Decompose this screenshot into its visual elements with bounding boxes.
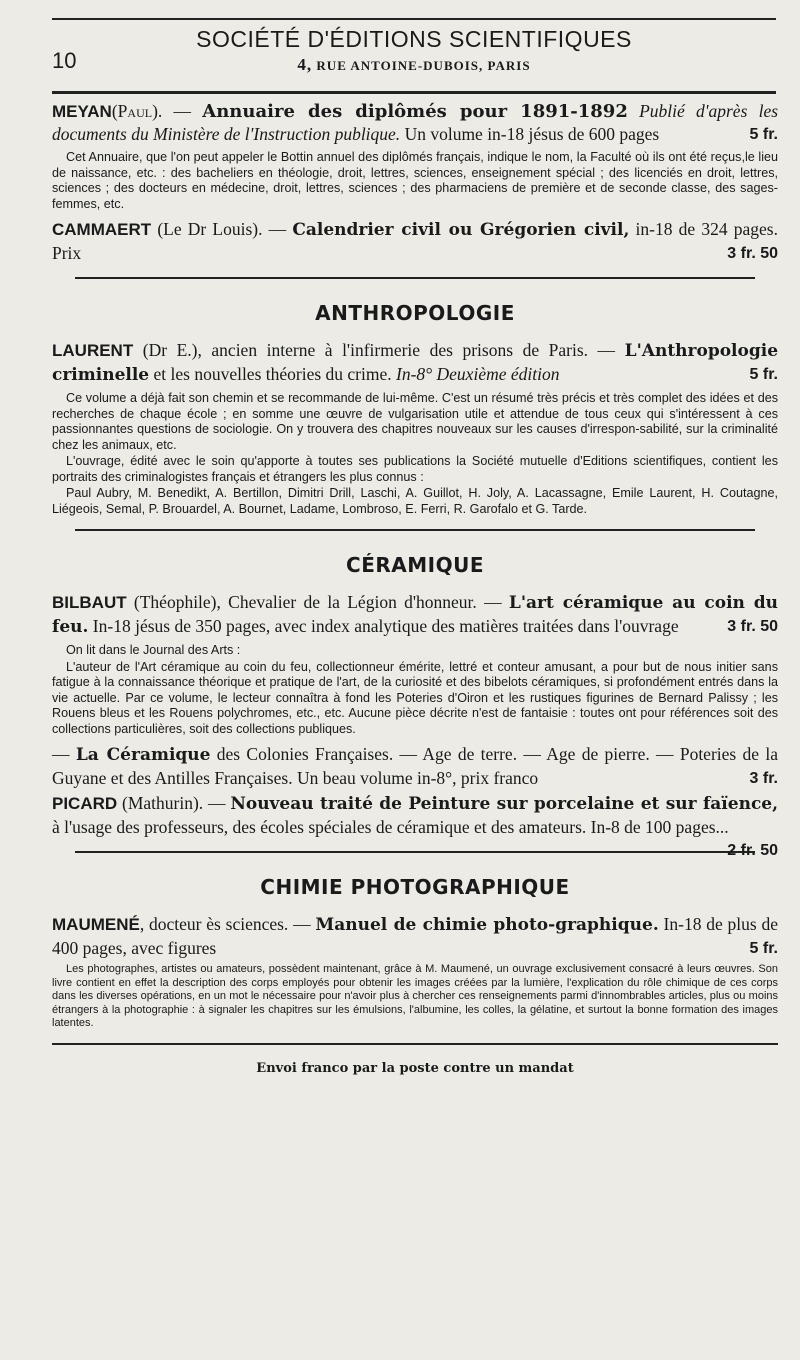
entry-bilbaut <box>52 591 778 639</box>
header-rule <box>52 91 776 94</box>
entry-price: 3 fr. <box>749 770 778 787</box>
entry-laurent <box>52 339 778 387</box>
entry-ceramique-colonies <box>52 743 778 790</box>
entry-paragraph: Paul Aubry, M. Benedikt, A. Bertillon, Dimitri Drill, Laschi, A. Guillot, H. Joly, A. Lacassagne, Emile Laurent, H. Coutagne, Liégeois, Semal, P. Brouardel, A. Bournet, Ladame, Lombroso, E. Ferri, R. Garofalo et G. Tarde. <box>52 486 778 516</box>
entry-author: MAUMENÉ <box>52 915 140 934</box>
entry-paragraph: Les photographes, artistes ou amateurs, possèdent maintenant, grâce à M. Maumené, un ouvrage exclusivement consacré à leurs œuvres. Son livre contient en effet la description des corps employés pour obtenir les images créées par la lumière, l'explication du rôle chimique de ces corps dans les diverses opérations, en un mot le nécessaire pour n'avoir plus à chercher ces renseignements parmi d'innombrables articles, plus ou moins étrangers à la photographie : à signaler les chapitres sur les émulsions, l'albumine, les colles, la gélatine, et surtout la bonne formation des images latentes. <box>52 963 778 1029</box>
entry-title-rest: et les nouvelles théories du crime. <box>153 364 392 384</box>
entry-price: 5 fr. <box>749 940 778 957</box>
catalog-content <box>52 98 778 1076</box>
entry-lead-dash: — <box>52 744 70 764</box>
entry-details: In-18 jésus de 350 pages, avec index analytique des matières traitées dans l'ouvrage <box>92 616 679 636</box>
publisher-address <box>52 55 776 75</box>
entry-details: In-8° Deuxième édition <box>396 364 560 384</box>
entry-details: à l'usage des professeurs, des écoles spéciales de céramique et des amateurs. In-8 de 100 pages... <box>52 817 729 837</box>
entry-author: LAURENT <box>52 341 134 360</box>
section-rule <box>75 529 755 531</box>
entry-details: In-18 de plus de 400 pages, avec figures <box>52 914 779 958</box>
entry-price: 3 fr. 50 <box>727 245 778 262</box>
entry-meyan <box>52 100 778 146</box>
entry-title: Annuaire des diplômés pour 1891-1892 <box>202 101 628 122</box>
entry-price: 2 fr. 50 <box>727 842 778 859</box>
entry-author-rest: (Le Dr Louis). — <box>157 219 287 239</box>
section-title: CHIMIE PHOTOGRAPHIQUE <box>260 875 570 899</box>
section-title: ANTHROPOLOGIE <box>315 301 515 325</box>
section-rule <box>75 277 755 279</box>
footer-shipping-note: Envoi franco par la poste contre un mandat <box>256 1060 574 1076</box>
entry-author: PICARD <box>52 794 118 813</box>
entry-title: La Céramique <box>75 745 211 765</box>
entry-price: 5 fr. <box>749 366 778 383</box>
page-number: 10 <box>52 48 77 73</box>
entry-paragraph: L'ouvrage, édité avec le soin qu'apporte à toutes ses publications la Société mutuelle d'Editions scientifiques, contient les portraits des criminalogistes français et étrangers les plus connus : <box>52 454 778 484</box>
entry-author-rest: (Mathurin). — <box>122 793 226 813</box>
entry-title-rest: des Colonies Françaises. — Age de terre. — Age de pierre. — Poteries de la Guyane et des Antilles Françaises. Un beau volume in-8°, prix franco <box>52 744 778 788</box>
entry-title: Calendrier civil ou Grégorien civil, <box>292 220 630 240</box>
page-header <box>52 26 776 96</box>
entry-cammaert <box>52 218 778 265</box>
entry-author: CAMMAERT <box>52 220 152 239</box>
entry-title: Manuel de chimie photo-graphique. <box>315 915 659 935</box>
entry-price: 5 fr. <box>749 126 778 143</box>
entry-author-rest: (Théophile), Chevalier de la Légion d'honneur. — <box>133 592 502 612</box>
entry-author: MEYAN <box>52 102 112 121</box>
entry-description: Cet Annuaire, que l'on peut appeler le Bottin annuel des diplômés français, indique le nom, la Faculté où ils ont été reçus,le lieu de naissance, etc. : des bacheliers en théologie, droit, lettres, sciences, enseignement spécial ; des licenciés en droit, lettres, sciences ; des docteurs en médecine, droit, lettres, sciences ; des pharmaciens de première et de seconde classe, des sages-femmes, etc. <box>52 150 778 211</box>
section-rule <box>75 851 755 853</box>
entry-paragraph: L'auteur de l'Art céramique au coin du feu, collectionneur émérite, lettré et conteur amusant, a pour but de nous initier sans fatigue à la connaissance théorique et pratique de l'art, de la curiosité et des bibelots céramiques, si profondément entrés dans la vie actuelle. Par ce volume, le lecteur connaîtra à fond les Poteries d'Oiron et les rustiques figurines de Bernard Palissy ; les Rouens bleus et les Rouens polychromes, etc., etc. Aucune pièce décrite n'est de fantaisie : toutes ont pour références soit des collections particulières, soit des collections publiques. <box>52 659 778 736</box>
entry-picard <box>52 792 779 859</box>
entry-title: Nouveau traité de Peinture sur porcelaine et sur faïence, <box>230 794 779 814</box>
address-number: 4, <box>297 55 313 74</box>
section-title: CÉRAMIQUE <box>346 553 484 577</box>
entry-price: 3 fr. 50 <box>727 618 778 635</box>
entry-maumene <box>52 913 778 960</box>
entry-author: BILBAUT <box>52 593 127 612</box>
entry-paragraph: Ce volume a déjà fait son chemin et se recommande de lui-même. C'est un résumé très précis et très complet des idées et des recherches de chaque école ; en somme une œuvre de vulgarisation utile et attendue de tous ceux qui s'intéressent à ces passionnantes questions de sociologie. On y trouvera des chapitres nouveaux sur les causes d'irrespon-sabilité, sur la criminalité chez les animaux, etc. <box>52 391 778 452</box>
entry-title: L'Anthropologie criminelle <box>52 341 779 385</box>
entry-details: Un volume in-18 jésus de 600 pages <box>404 124 660 144</box>
entry-subtitle: Publié d'après les documents du Ministère de l'Instruction publique. <box>52 101 779 144</box>
footer-rule <box>52 1043 778 1045</box>
entry-author-rest: , docteur ès sciences. — <box>139 914 311 934</box>
top-rule <box>52 18 776 20</box>
entry-author-rest: (Paul). <box>111 101 163 121</box>
publisher-name: SOCIÉTÉ D'ÉDITIONS SCIENTIFIQUES <box>196 26 632 52</box>
entry-author-rest: (Dr E.), ancien interne à l'infirmerie des prisons de Paris. — <box>142 340 616 360</box>
entry-details: in-18 de 324 pages. Prix <box>52 219 778 263</box>
entry-dash: — <box>173 101 192 121</box>
address-street: RUE ANTOINE-DUBOIS, PARIS <box>316 58 531 73</box>
entry-paragraph: On lit dans le Journal des Arts : <box>66 643 241 657</box>
entry-title: L'art céramique au coin du feu. <box>52 593 778 637</box>
